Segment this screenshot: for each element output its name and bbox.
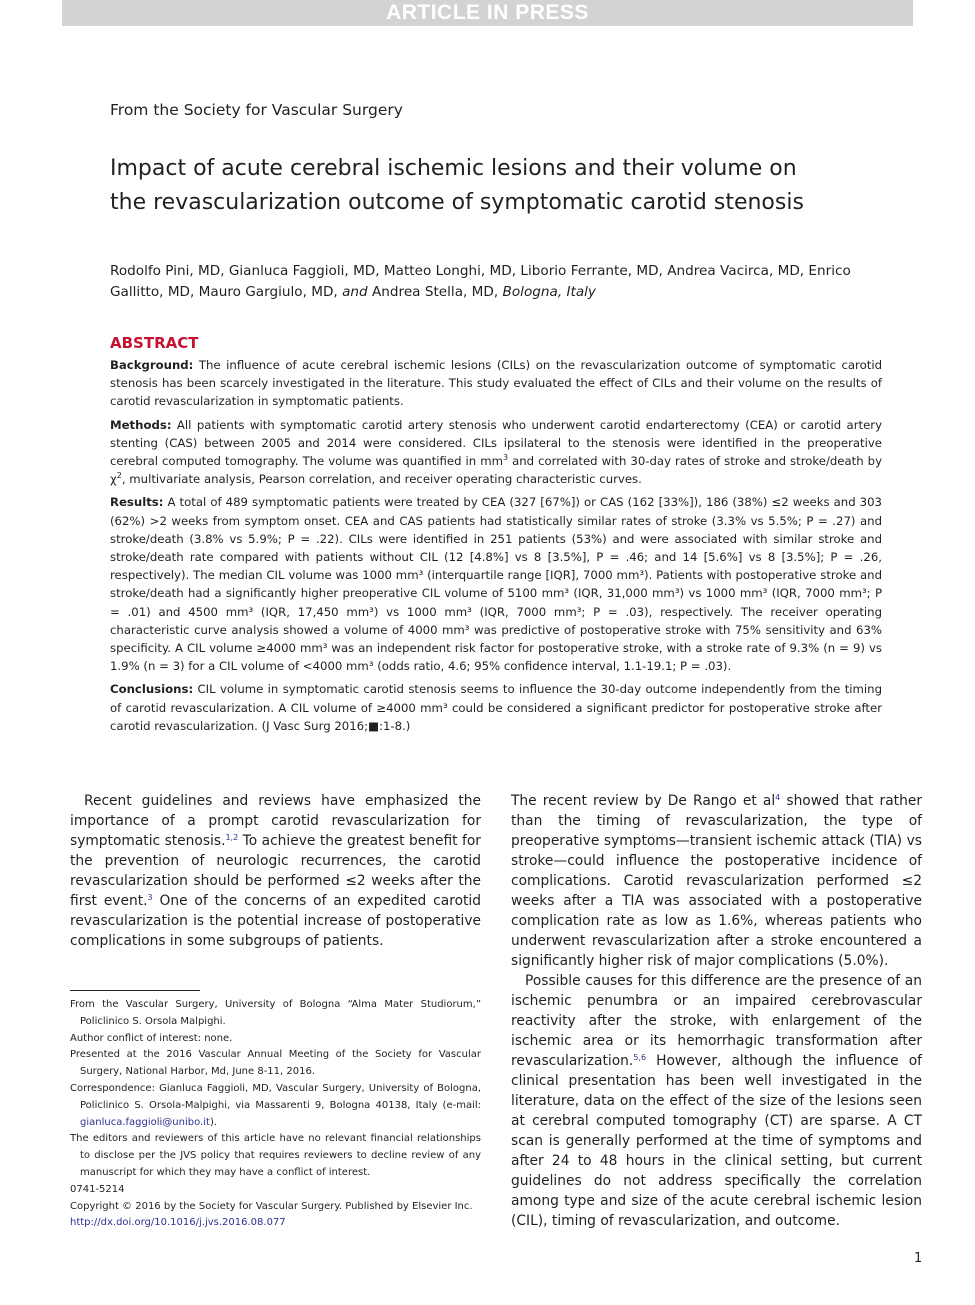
body-column-left [70,791,481,951]
body-column-right [511,791,922,1231]
footnote-issn: 0741-5214 [70,1183,125,1195]
footnote-divider [70,990,200,991]
body-paragraph [70,791,481,951]
body-text: To achieve the greatest benefit for the prevention of neurologic recurrences, the carotid revascularization should be performed ≤2 weeks after the first event. [70,833,481,909]
section-label: From the Society for Vascular Surgery [110,101,403,119]
body-paragraph [511,791,922,971]
footnote-copyright: Copyright © 2016 by the Society for Vascular Surgery. Published by Elsevier Inc. [70,1200,473,1212]
footnote-presented: Presented at the 2016 Vascular Annual Meeting of the Society for Vascular Surgery, National Harbor, Md, June 8-11, 2016. [70,1049,481,1078]
body-paragraph [511,971,922,1231]
abstract [110,356,882,740]
conclusions-text: CIL volume in symptomatic carotid stenosis seems to influence the 30-day outcome independently from the timing of carotid revascularization. A CIL volume of ≥4000 mm³ could be considered a significant predictor for postoperative stroke after carotid revascularization. (J Vasc Surg 2016;■:1-8.) [110,682,882,733]
citation-ref[interactable]: 1,2 [225,833,239,842]
article-in-press-banner: ARTICLE IN PRESS [62,0,913,26]
abstract-results [110,493,882,675]
methods-text-a: All patients with symptomatic carotid artery stenosis who underwent carotid endarterectomy (CEA) or carotid artery stenting (CAS) between 2005 and 2014 were considered. CILs ipsilateral to the stenosis were identified in the preoperative cerebral computed tomography. The volume was quantified in mm [110,417,883,469]
body-text: One of the concerns of an expedited carotid revascularization is the potential increase of postoperative complications in some subgroups of patients. [70,893,482,949]
correspondence-text: Correspondence: Gianluca Faggioli, MD, Vascular Surgery, University of Bologna, Policlinico S. Orsola-Malpighi, via Massarenti 9, Bologna 40138, Italy (e-mail: [70,1082,481,1111]
body-text: showed that rather than the timing of revascularization, the type of preoperative symptoms—transient ischemic attack (TIA) vs stroke—could influence the postoperative incidence of complications. Carotid revascularization performed ≤2 weeks after a TIA was associated with a postoperative complication rate as low as 1.6%, whereas patients who underwent revascularization after a stroke encountered a significantly higher risk of major complications (5.0%). [511,793,922,969]
footnote-editors: The editors and reviewers of this article have no relevant financial relationships to disclose per the JVS policy that requires reviewers to decline review of any manuscript for which they may have a conflict of interest. [70,1133,481,1178]
footnote-affiliation: From the Vascular Surgery, University of Bologna “Alma Mater Studiorum,” Policlinico S. Orsola Malpighi. [70,999,481,1027]
methods-text-b: and correlated with 30-day rates of stroke and stroke/death by χ [110,454,882,487]
citation-ref[interactable]: 5,6 [633,1053,647,1062]
background-label: Background: [110,358,194,372]
results-label: Results: [110,495,164,510]
footnote-conflict: Author conflict of interest: none. [70,1032,233,1044]
article-title: Impact of acute cerebral ischemic lesions and their volume on the revascularization outcome of symptomatic carotid stenosis [110,156,804,215]
methods-text-c: , multivariate analysis, Pearson correlation, and receiver operating characteristic curves. [121,472,642,487]
body-text: However, although the influence of clinical presentation has been well investigated in the literature, data on the effect of the size of the lesions seen at cerebral computed tomography (CT) are sparse. A CT scan is generally performed at the time of symptoms and after 24 to 48 hours in the clinical setting, but current guidelines do not address specifically the correlation among type and size of the acute cerebral ischemic lesion (CIL), timing of revascularization, and outcome. [511,1053,922,1229]
conclusions-label: Conclusions: [110,682,194,697]
author-list [110,261,890,303]
page-number: 1 [914,1251,923,1266]
footnotes [70,997,481,1232]
abstract-conclusions [110,680,882,735]
correspondence-end: ). [209,1116,218,1128]
body-text: Possible causes for this difference are the presence of an ischemic penumbra or an impaired cerebrovascular reactivity after the stroke, with enlargement of the ischemic area or its hemorrhagic transformation after revascularization. [511,973,922,1069]
methods-sup2: 2 [116,471,122,481]
footnote-correspondence [70,1081,481,1131]
email-link[interactable]: gianluca.faggioli@unibo.it [80,1116,210,1128]
citation-ref[interactable]: 3 [147,893,153,902]
abstract-heading: ABSTRACT [110,334,199,352]
author-conjunction: and [342,284,368,300]
doi-link[interactable]: http://dx.doi.org/10.1016/j.jvs.2016.08.077 [70,1217,286,1229]
abstract-background [110,356,882,411]
citation-ref[interactable]: 4 [775,793,781,802]
body-text: Recent guidelines and reviews have emphasized the importance of a prompt carotid revascularization for symptomatic stenosis. [70,793,481,849]
abstract-methods [110,416,882,489]
author-names: Rodolfo Pini, MD, Gianluca Faggioli, MD, Matteo Longhi, MD, Liborio Ferrante, MD, Andrea Vacirca, MD, Enrico Gallitto, MD, Mauro Gargiulo, MD, [110,263,851,300]
author-last: Andrea Stella, MD, [371,284,499,300]
methods-label: Methods: [110,417,172,432]
methods-sup: 3 [502,453,509,463]
author-location: Bologna, Italy [502,284,596,300]
body-text: The recent review by De Rango et al [511,793,776,809]
results-text: A total of 489 symptomatic patients were treated by CEA (327 [67%]) or CAS (162 [33%]), 186 (38%) ≤2 weeks and 303 (62%) >2 weeks from symptom onset. CEA and CAS patients had statistically similar rates of stroke (3.3% vs 5.5%; P = .27) and stroke/death (3.8% vs 5.9%; P = .22). CILs were identified in 251 patients (53%) and were associated with similar stroke and stroke/death rate compared with patients without CIL (12 [4.8%] vs 8 [3.5%], P = .46; and 14 [5.6%] vs 8 [3.5%]; P = .26, respectively). The median CIL volume was 1000 mm³ (interquartile range [IQR], 7000 mm³). Patients with postoperative stroke and stroke/death had a significantly higher preoperative CIL volume of 5100 mm³ (IQR, 31,000 mm³) vs 1000 mm³ (IQR, 7000 mm³; P = .01) and 4500 mm³ (IQR, 17,450 mm³) vs 1000 mm³ (IQR, 7000 mm³; P = .03), respectively. The receiver operating characteristic curve analysis showed a volume of 4000 mm³ was predictive of postoperative stroke with 75% sensitivity and 63% specificity. A CIL volume ≥4000 mm³ was an independent risk factor for postoperative stroke, with a stroke rate of 9.3% (n = 9) vs 1.9% (n = 3) for a CIL volume of <4000 mm³ (odds ratio, 4.6; 95% confidence interval, 1.1-19.1; P = .03). [110,495,882,674]
background-text: The influence of acute cerebral ischemic lesions (CILs) on the revascularization outcome of symptomatic carotid stenosis has been scarcely investigated in the literature. This study evaluated the effect of CILs and their volume on the results of carotid revascularization in symptomatic patients. [110,358,883,409]
